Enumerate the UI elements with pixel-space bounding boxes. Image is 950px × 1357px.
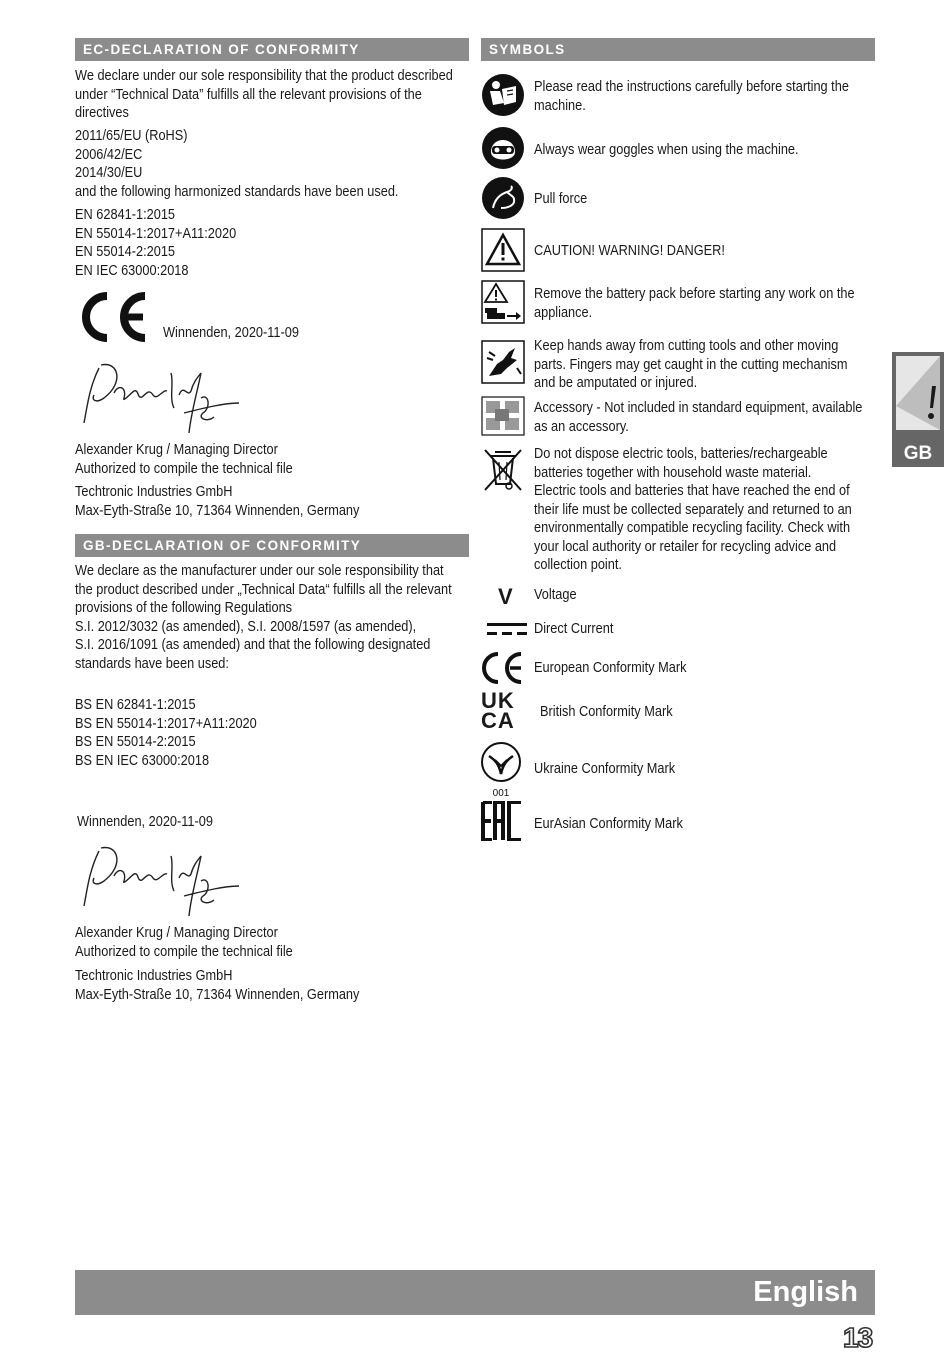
gb-label: GB xyxy=(903,443,933,464)
symbols-heading: SYMBOLS xyxy=(481,38,875,61)
ec-signature xyxy=(79,353,249,433)
eac-mark-icon xyxy=(481,801,525,841)
crossed-bin-icon xyxy=(481,446,525,494)
ec-place-date: Winnenden, 2020-11-09 xyxy=(163,325,299,341)
ce-mark-icon xyxy=(481,652,525,684)
gb-side-tab xyxy=(892,352,944,467)
voltage-icon: V xyxy=(498,584,513,609)
ec-directives: 2011/65/EU (RoHS) 2006/42/EC 2014/30/EU and the following harmonized standards have been used. xyxy=(75,128,399,200)
ec-intro: We declare under our sole responsibility that the product described under “Technical Data” fulfills all the relevant provisions of the directives xyxy=(75,68,453,122)
goggles-icon xyxy=(481,126,525,170)
footer-language: English xyxy=(753,1276,858,1308)
svg-text:001: 001 xyxy=(492,788,510,799)
remove-battery-icon xyxy=(481,280,525,324)
gb-declaration-heading: GB-DECLARATION OF CONFORMITY xyxy=(75,534,469,557)
gb-intro: We declare as the manufacturer under our sole responsibility that the product described under „Technical Data“ fulfills all the relevant provisions of the following Regulations S.I. 2012/3032 (as amended), S.I. 2008/1597 (as amended), S.I. 2016/1091 (as amended) and that the following designated standards have been used: xyxy=(75,563,452,672)
ec-declaration-heading: EC-DECLARATION OF CONFORMITY xyxy=(75,38,469,61)
accessory-icon xyxy=(481,396,525,436)
gb-standards: BS EN 62841-1:2015 BS EN 55014-1:2017+A11:2020 BS EN 55014-2:2015 BS EN IEC 63000:2018 xyxy=(75,697,257,769)
left-column xyxy=(75,38,469,1003)
page-number: 13 xyxy=(843,1322,873,1353)
ec-signatory: Alexander Krug / Managing Director Authorized to compile the technical file xyxy=(75,442,293,477)
gb-signature xyxy=(79,836,249,916)
footer-bar xyxy=(75,1270,875,1315)
read-manual-icon xyxy=(481,73,525,117)
gb-company: Techtronic Industries GmbH Max-Eyth-Straße 10, 71364 Winnenden, Germany xyxy=(75,968,360,1003)
ukca-mark-icon: UK CA xyxy=(481,688,515,733)
warning-triangle-icon xyxy=(481,228,525,272)
warning-tab-icon xyxy=(896,356,940,430)
ce-logo-icon xyxy=(79,292,149,342)
hand-cut-hazard-icon xyxy=(481,340,525,384)
direct-current-icon xyxy=(487,622,527,636)
pull-force-icon xyxy=(481,176,525,220)
gb-place-date: Winnenden, 2020-11-09 xyxy=(77,814,213,830)
gb-signatory: Alexander Krug / Managing Director Authorized to compile the technical file xyxy=(75,925,293,960)
ec-company: Techtronic Industries GmbH Max-Eyth-Straße 10, 71364 Winnenden, Germany xyxy=(75,484,360,519)
ec-standards: EN 62841-1:2015 EN 55014-1:2017+A11:2020 EN 55014-2:2015 EN IEC 63000:2018 xyxy=(75,207,237,279)
ukraine-mark-icon xyxy=(481,738,525,800)
right-column: SYMBOLS Please read the instructions carefully before starting the machine. Always wear goggles when using the machine. Pull force CAUTION! WARNING! DANGER! Remove the battery pack before starting any work on the appliance. Keep hands away from cutting tools and other moving parts. Fingers may get caught in the cutting mechanism and be amputated or injured. Accessory - Not included in standard equipment, available as an accessory. Do not dispose electric tools, batteries/rechargeable batteries together with household waste material. Electric tools and batteries that have reached the end of their life must be collected separately and returned to an environmentally compatible recycling facility. Check with your local authority or retailer for recycling advice and collection point. V Voltage Direct Current European Conformity Mark UK CA British Conformity Mark 001 Ukraine Conformity Mark EurAsian Conformity Mark xyxy=(481,38,875,61)
